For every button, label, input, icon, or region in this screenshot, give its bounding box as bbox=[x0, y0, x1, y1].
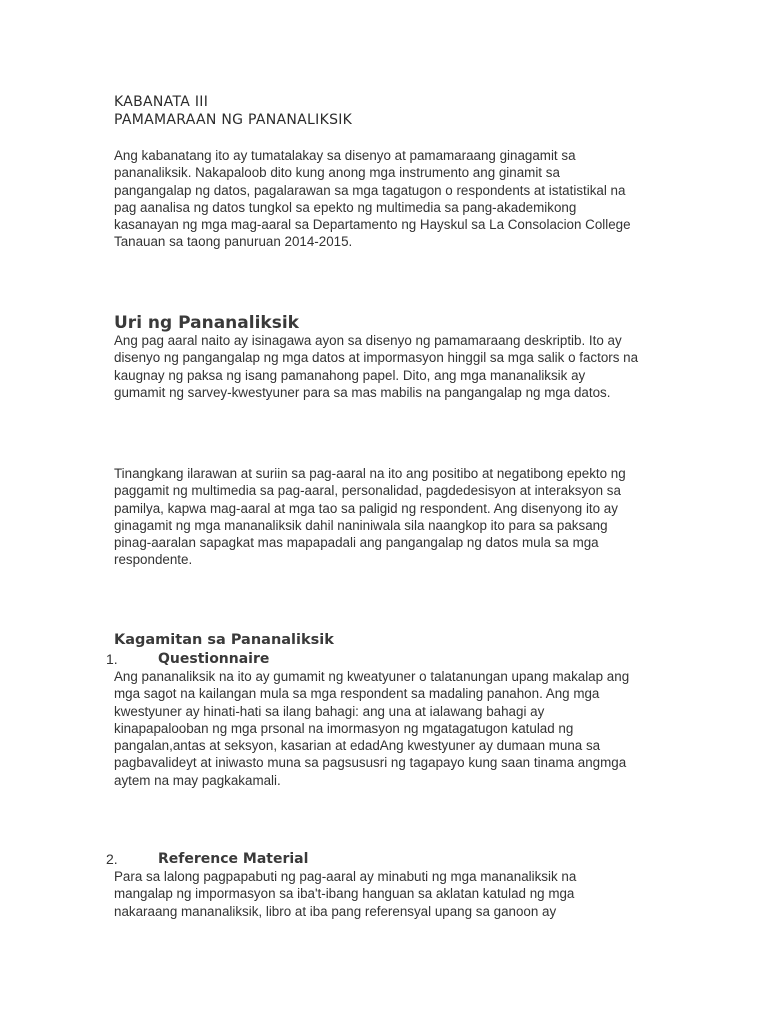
text-line: respondente. bbox=[114, 552, 193, 568]
text-line: nakaraang mananaliksik, libro at iba pang referensyal upang sa ganoon ay bbox=[114, 903, 557, 919]
text-line: Para sa lalong pagpapabuti ng pag-aaral ay minabuti ng mga mananaliksik na bbox=[114, 869, 577, 884]
chapter-number: KABANATA III bbox=[114, 94, 209, 110]
text-line: mangalap ng impormasyon sa iba't-ibang hanguan sa aklatan katulad ng mga bbox=[114, 886, 575, 902]
text-line: aytem na may pagkakamali. bbox=[114, 772, 281, 788]
text-line: kasanayan ng mga mag-aaral sa Departamento ng Hayskul sa La Consolacion College bbox=[114, 217, 631, 233]
intro-paragraph bbox=[114, 147, 684, 251]
text-line: Tinangkang ilarawan at suriin sa pag-aaral na ito ang positibo at negatibong epekto ng bbox=[114, 466, 626, 481]
text-line: Ang kabanatang ito ay tumatalakay sa disenyo at pamamaraang ginagamit sa bbox=[114, 148, 576, 163]
text-line: pangangalap ng datos, pagalarawan sa mga tagatugon o respondents at istatistikal na bbox=[114, 182, 626, 198]
text-line: kaugnay ng paksa ng isang pamanahong papel. Dito, ang mga mananaliksik ay bbox=[114, 367, 586, 383]
list-item-title-questionnaire: Questionnaire bbox=[158, 651, 270, 667]
section1-paragraph1 bbox=[114, 332, 684, 401]
reference-paragraph bbox=[114, 868, 684, 920]
list-item-title-reference: Reference Material bbox=[158, 851, 309, 867]
text-line: paggamit ng multimedia sa pag-aaral, personalidad, pagdedesisyon at interaksyon sa bbox=[114, 483, 621, 499]
text-line: kwestyuner ay hinati-hati sa ilang bahagi: ang una at ialawang bahagi ay bbox=[114, 703, 545, 719]
text-line: pananaliksik. Nakapaloob dito kung anong mga instrumento ang ginamit sa bbox=[114, 165, 560, 181]
questionnaire-paragraph bbox=[114, 668, 684, 789]
section1-paragraph2 bbox=[114, 465, 684, 569]
text-line: pamilya, kapwa mag-aaral at mga tao sa paligid ng respondent. Ang disenyong ito ay bbox=[114, 500, 618, 516]
text-line: mga sagot na kailangan mula sa mga respondent sa madaling panahon. Ang mga bbox=[114, 686, 600, 702]
text-line: Tanauan sa taong panuruan 2014-2015. bbox=[114, 234, 353, 250]
text-line: pinag-aaralan sapagkat mas mapapadali ang pangangalap ng datos mula sa mga bbox=[114, 535, 599, 551]
text-line: pag aanalisa ng datos tungkol sa epekto ng multimedia sa pang-akademikong bbox=[114, 199, 577, 215]
chapter-title: PAMAMARAAN NG PANANALIKSIK bbox=[114, 112, 353, 128]
text-line: Ang pananaliksik na ito ay gumamit ng kweatyuner o talatanungan upang makalap ang bbox=[114, 669, 630, 684]
text-line: gumamit ng sarvey-kwestyuner para sa mas mabilis na pangangalap ng mga datos. bbox=[114, 384, 611, 400]
text-line: pagbavalideyt at iniwasto muna sa pagsususri ng tagapayo kung saan tinama angmga bbox=[114, 755, 627, 771]
text-line: pangalan,antas at seksyon, kasarian at edadAng kwestyuner ay dumaan muna sa bbox=[114, 738, 601, 754]
list-number: 2. bbox=[106, 851, 118, 867]
text-line: Ang pag aaral naito ay isinagawa ayon sa disenyo ng pamamaraang deskriptib. Ito ay bbox=[114, 333, 622, 348]
text-line: ginagamit ng mga mananaliksik dahil naniniwala sila naangkop ito para sa paksang bbox=[114, 517, 608, 533]
section-heading-kagamitan: Kagamitan sa Pananaliksik bbox=[114, 632, 334, 648]
list-number: 1. bbox=[106, 651, 118, 667]
section-heading-uri: Uri ng Pananaliksik bbox=[114, 313, 299, 333]
text-line: kinapapalooban ng mga prsonal na imormasyon ng mgatagatugon katulad ng bbox=[114, 720, 574, 736]
text-line: disenyo ng pangangalap ng mga datos at impormasyon hinggil sa mga salik o factors na bbox=[114, 350, 639, 366]
